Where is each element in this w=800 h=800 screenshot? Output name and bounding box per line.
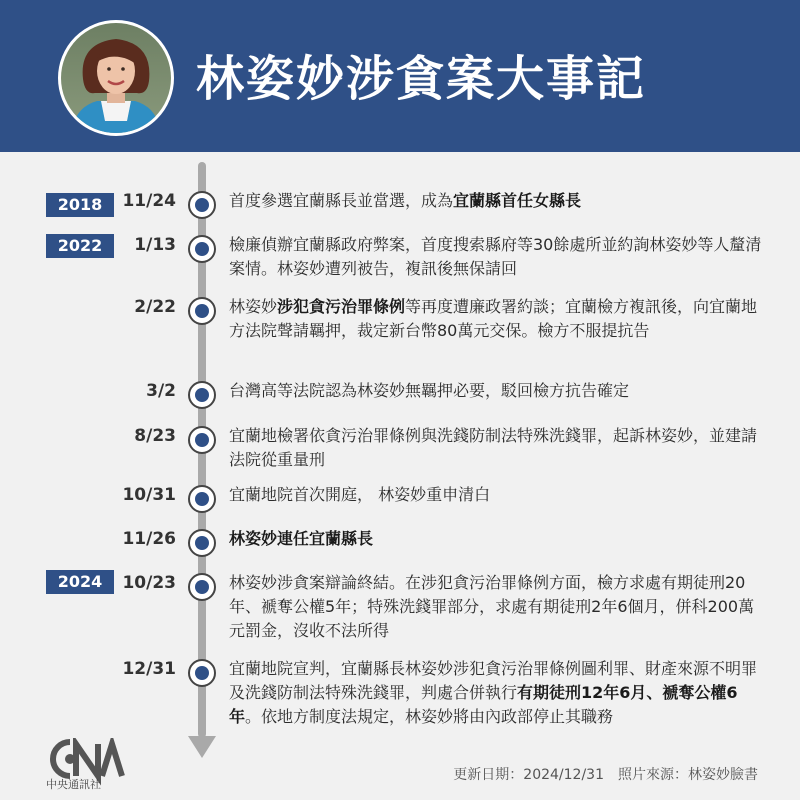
- timeline-dot-icon: [188, 529, 216, 557]
- event-description: [229, 379, 769, 403]
- event-text: 宜蘭地院首次開庭， 林姿妙重申清白: [229, 485, 491, 504]
- event-description: [229, 295, 769, 343]
- photo-source: 照片來源：林姿妙臉書: [618, 767, 758, 783]
- event-date: 8/23: [134, 426, 176, 446]
- event-description: [229, 424, 769, 472]
- event-text: 等再度遭廉政署約談；宜蘭檢方複訊後，向宜蘭地方法院聲請羈押，裁定新台幣80萬元交保。檢方不服提抗告: [229, 297, 758, 340]
- event-highlight: 宜蘭縣首任女縣長: [453, 191, 582, 210]
- event-description: [229, 233, 769, 281]
- event-highlight: 有期徒刑12年6月、褫奪公權6年: [229, 683, 738, 726]
- event-description: [229, 657, 769, 729]
- event-text: 宜蘭地檢署依貪污治罪條例與洗錢防制法特殊洗錢罪，起訴林姿妙，並建請法院從重量刑: [229, 426, 758, 469]
- header-banner: [0, 0, 800, 152]
- event-text: 首度參選宜蘭縣長並當選，成為: [229, 191, 454, 210]
- timeline-dot-icon: [188, 426, 216, 454]
- event-text: 。依地方制度法規定，林姿妙將由內政部停止其職務: [245, 707, 614, 726]
- footer-credits: [453, 764, 758, 784]
- timeline-dot-icon: [188, 485, 216, 513]
- event-date: 10/31: [122, 485, 176, 505]
- update-date: 更新日期：2024/12/31: [453, 767, 604, 783]
- event-description: [229, 571, 769, 643]
- timeline-dot-icon: [188, 297, 216, 325]
- timeline-dot-icon: [188, 191, 216, 219]
- event-date: 12/31: [122, 659, 176, 679]
- timeline-dot-icon: [188, 659, 216, 687]
- year-badge-2024: 2024: [46, 570, 114, 594]
- event-description: [229, 483, 769, 507]
- portrait-photo: [58, 20, 174, 136]
- event-text: 林姿妙: [229, 297, 278, 316]
- event-date: 2/22: [134, 297, 176, 317]
- year-badge-2022: 2022: [46, 234, 114, 258]
- cna-logo-label: 中央通訊社: [46, 778, 101, 791]
- event-text: 台灣高等法院認為林姿妙無羈押必要，駁回檢方抗告確定: [229, 381, 630, 400]
- timeline-dot-icon: [188, 235, 216, 263]
- event-date: 3/2: [146, 381, 176, 401]
- year-badge-2018: 2018: [46, 193, 114, 217]
- timeline-arrow-icon: [188, 736, 216, 758]
- timeline-dot-icon: [188, 381, 216, 409]
- event-text: 宜蘭地院宣判，宜蘭縣長林姿妙涉犯貪污治罪條例圖利罪、財產來源不明罪及洗錢防制法特殊洗錢罪，判處合併執行: [229, 659, 758, 702]
- timeline-dot-icon: [188, 573, 216, 601]
- event-date: 11/26: [122, 529, 176, 549]
- event-text: 林姿妙涉貪案辯論終結。在涉犯貪污治罪條例方面，檢方求處有期徒刑20年、褫奪公權5年；特殊洗錢罪部分，求處有期徒刑2年6個月，併科200萬元罰金，沒收不法所得: [229, 573, 755, 640]
- event-date: 10/23: [122, 573, 176, 593]
- event-highlight: 林姿妙連任宜蘭縣長: [229, 529, 374, 548]
- event-description: [229, 189, 769, 213]
- event-description: [229, 527, 769, 551]
- event-date: 11/24: [122, 191, 176, 211]
- event-text: 檢廉偵辦宜蘭縣政府弊案，首度搜索縣府等30餘處所並約詢林姿妙等人釐清案情。林姿妙遭列被告，複訊後無保請回: [229, 235, 762, 278]
- event-highlight: 涉犯貪污治罪條例: [277, 297, 406, 316]
- event-date: 1/13: [134, 235, 176, 255]
- page-title: 林姿妙涉貪案大事記: [196, 51, 647, 107]
